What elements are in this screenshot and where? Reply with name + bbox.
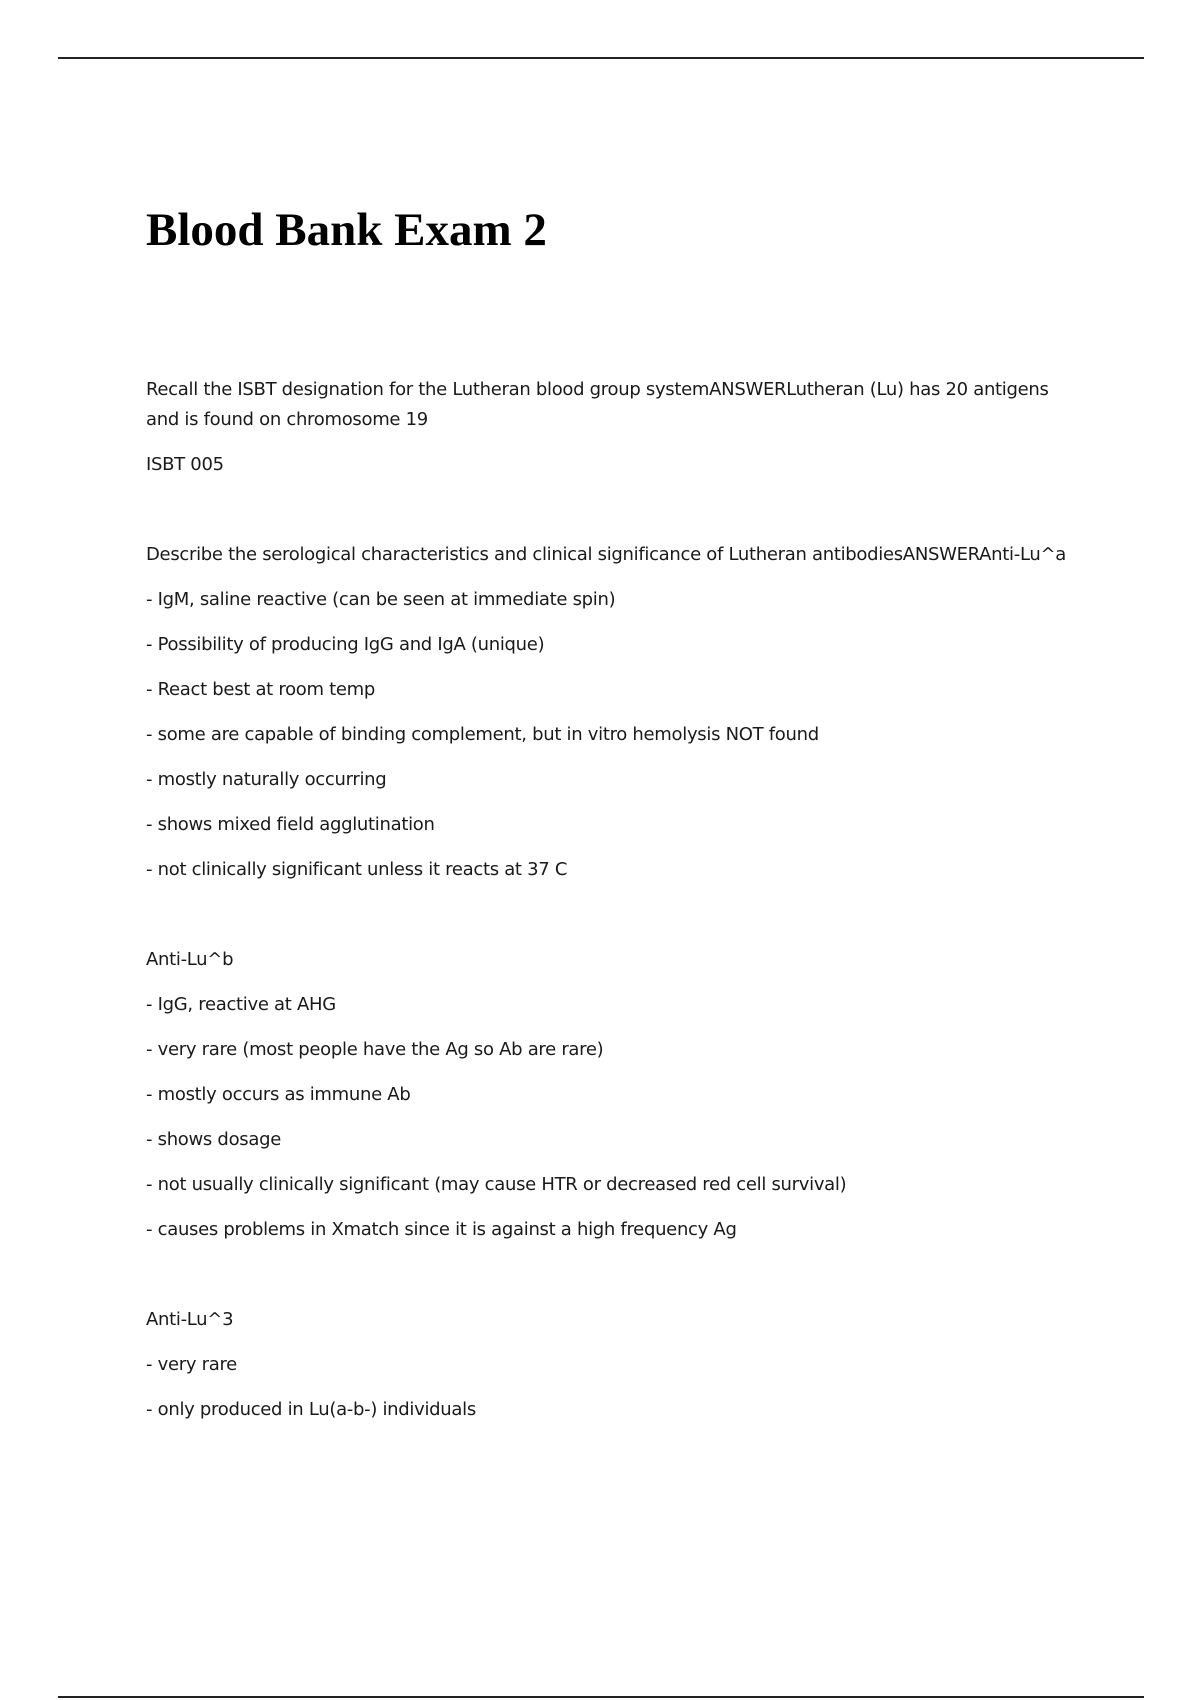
bottom-rule [58, 1696, 1144, 1698]
list-item: - some are capable of binding complement, but in vitro hemolysis NOT found [146, 724, 819, 745]
qa-block-isbt [146, 375, 1106, 480]
list-item: - mostly occurs as immune Ab [146, 1084, 411, 1105]
qa-block-lutheran-antibodies [146, 540, 1106, 885]
list-item: - mostly naturally occurring [146, 769, 387, 790]
answer-line: ISBT 005 [146, 454, 224, 475]
list-item: - IgG, reactive at AHG [146, 994, 336, 1015]
qa-block-anti-lu-3 [146, 1305, 1106, 1425]
list-item: - shows dosage [146, 1129, 281, 1150]
section-heading: Anti-Lu^b [146, 949, 234, 970]
question-text [146, 375, 1106, 435]
list-item: - shows mixed field agglutination [146, 814, 435, 835]
list-item: - not clinically significant unless it reacts at 37 C [146, 859, 568, 880]
section-heading: Anti-Lu^3 [146, 1309, 234, 1330]
page-title: Blood Bank Exam 2 [146, 204, 547, 256]
list-item: - causes problems in Xmatch since it is against a high frequency Ag [146, 1219, 737, 1240]
list-item: - only produced in Lu(a-b-) individuals [146, 1399, 476, 1420]
list-item: - not usually clinically significant (may cause HTR or decreased red cell survival) [146, 1174, 847, 1195]
question-text: Describe the serological characteristics and clinical significance of Lutheran antibodiesANSWERAnti-Lu^a [146, 544, 1066, 565]
list-item: - IgM, saline reactive (can be seen at immediate spin) [146, 589, 616, 610]
list-item: - React best at room temp [146, 679, 376, 700]
top-rule [58, 57, 1144, 59]
document-body [146, 375, 1106, 1425]
list-item: - very rare (most people have the Ag so Ab are rare) [146, 1039, 604, 1060]
question-line: Recall the ISBT designation for the Lutheran blood group systemANSWERLutheran (Lu) has 20 antigens [146, 379, 1049, 400]
question-line: and is found on chromosome 19 [146, 409, 428, 430]
list-item: - very rare [146, 1354, 237, 1375]
qa-block-anti-lu-b [146, 945, 1106, 1245]
list-item: - Possibility of producing IgG and IgA (unique) [146, 634, 545, 655]
